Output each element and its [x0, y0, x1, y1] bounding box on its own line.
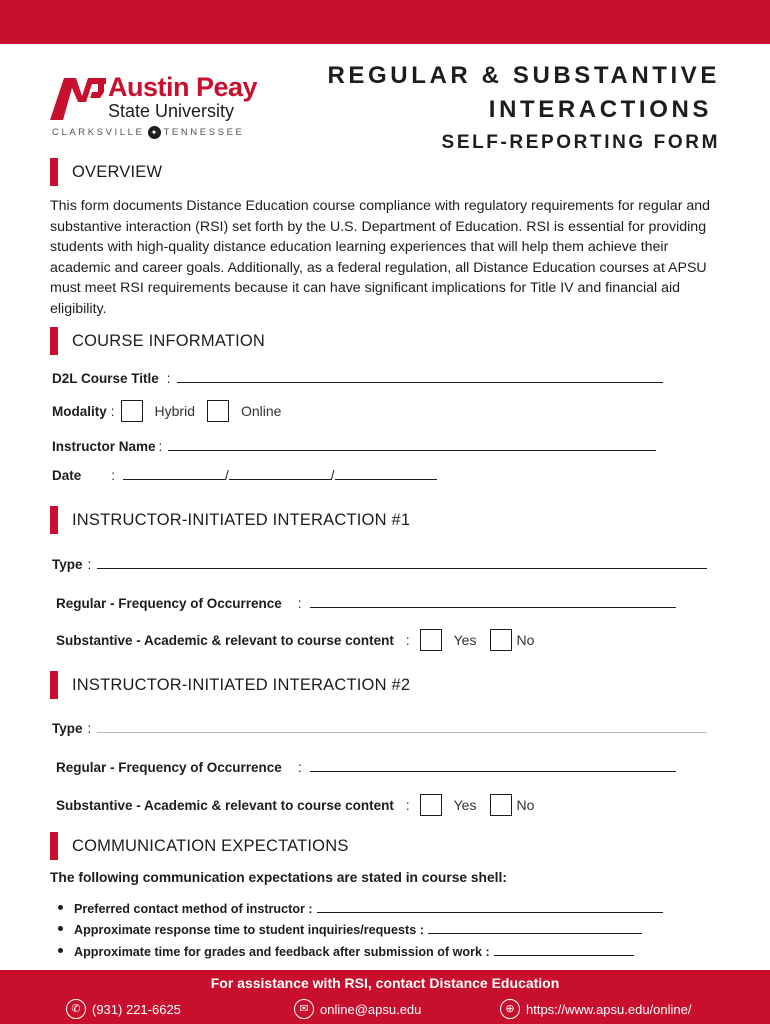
online-checkbox[interactable]: [207, 400, 229, 422]
no-checkbox[interactable]: [490, 794, 512, 816]
course-title-input-line[interactable]: [177, 382, 663, 383]
section-accent-bar: [50, 671, 58, 699]
section-interaction-1: [50, 506, 410, 534]
type-label: Type: [52, 721, 83, 736]
bullet-icon: [58, 926, 63, 931]
section-heading: INSTRUCTOR-INITIATED INTERACTION #1: [72, 510, 411, 529]
hybrid-label: Hybrid: [154, 403, 195, 419]
instructor-name-field[interactable]: Instructor Name :: [52, 439, 656, 454]
email-address[interactable]: online@apsu.edu: [320, 1001, 422, 1017]
regular-label: Regular - Frequency of Occurrence: [56, 760, 282, 775]
modality-field: Modality : Hybrid Online: [52, 400, 293, 422]
form-title-line1: REGULAR & SUBSTANTIVE: [327, 62, 720, 89]
interaction1-type-input-line[interactable]: [97, 568, 707, 569]
form-title-line2: INTERACTIONS: [488, 96, 712, 123]
yes-checkbox[interactable]: [420, 629, 442, 651]
logo-location-city: CLARKSVILLE: [52, 126, 145, 138]
interaction1-regular-field[interactable]: Regular - Frequency of Occurrence :: [56, 596, 676, 611]
footer-website[interactable]: [500, 999, 692, 1019]
interaction2-type-field[interactable]: Type :: [52, 721, 707, 736]
substantive-label: Substantive - Academic & relevant to course content: [56, 797, 394, 813]
yes-label: Yes: [453, 632, 477, 648]
top-banner: [0, 0, 770, 44]
footer: [0, 970, 770, 1024]
bullet-icon: [58, 948, 63, 953]
footer-email[interactable]: [294, 999, 421, 1019]
logo-location: [52, 126, 244, 139]
section-communication: [50, 832, 349, 860]
apsu-logo: [50, 72, 265, 142]
modality-label: Modality: [52, 403, 107, 419]
regular-label: Regular - Frequency of Occurrence: [56, 596, 282, 611]
instructor-name-input-line[interactable]: [168, 450, 656, 451]
course-title-field[interactable]: D2L Course Title :: [52, 371, 663, 386]
substantive-option-no[interactable]: [490, 794, 534, 816]
interaction1-substantive-field: Substantive - Academic & relevant to course content : Yes No: [56, 629, 546, 651]
globe-icon: ⊕: [500, 999, 520, 1019]
section-heading: COMMUNICATION EXPECTATIONS: [72, 836, 349, 855]
substantive-option-no[interactable]: [490, 629, 534, 651]
logo-name: Austin Peay: [108, 72, 258, 102]
communication-intro: The following communication expectations are stated in course shell:: [50, 870, 507, 885]
tennessee-state-icon: ✦: [148, 126, 161, 139]
hybrid-checkbox[interactable]: [121, 400, 143, 422]
interaction2-type-input-line[interactable]: [97, 732, 707, 733]
section-accent-bar: [50, 506, 58, 534]
list-item[interactable]: [58, 894, 663, 916]
list-item[interactable]: [58, 916, 663, 938]
feedback-time-input-line[interactable]: [494, 955, 634, 956]
date-day-input[interactable]: [229, 479, 331, 480]
form-subtitle: SELF-REPORTING FORM: [441, 132, 720, 153]
type-label: Type: [52, 557, 83, 572]
date-label: Date: [52, 468, 82, 483]
list-item[interactable]: [58, 937, 663, 959]
course-title-label: D2L Course Title: [52, 371, 159, 386]
substantive-option-yes[interactable]: [420, 794, 477, 816]
substantive-label: Substantive - Academic & relevant to course content: [56, 632, 394, 648]
interaction1-regular-input-line[interactable]: [310, 607, 676, 608]
interaction1-type-field[interactable]: Type :: [52, 557, 707, 572]
logo-subtitle: State University: [108, 101, 235, 121]
no-label: No: [516, 797, 535, 813]
phone-number[interactable]: (931) 221-6625: [92, 1001, 181, 1017]
date-separator: /: [330, 468, 335, 483]
interaction2-substantive-field: Substantive - Academic & relevant to course content : Yes No: [56, 794, 546, 816]
modality-option-online[interactable]: [207, 400, 281, 422]
section-accent-bar: [50, 832, 58, 860]
date-separator: /: [225, 468, 229, 483]
footer-phone[interactable]: [66, 999, 181, 1019]
section-accent-bar: [50, 158, 58, 186]
website-link[interactable]: https://www.apsu.edu/online/: [526, 1001, 692, 1017]
list-item-label: Preferred contact method of instructor :: [74, 901, 313, 916]
no-checkbox[interactable]: [490, 629, 512, 651]
date-month-input[interactable]: [123, 479, 225, 480]
section-overview: [50, 158, 162, 186]
instructor-name-label: Instructor Name: [52, 439, 156, 454]
yes-checkbox[interactable]: [420, 794, 442, 816]
section-heading: INSTRUCTOR-INITIATED INTERACTION #2: [72, 675, 411, 694]
interaction2-regular-input-line[interactable]: [310, 771, 676, 772]
list-item-label: Approximate response time to student inquiries/requests :: [74, 923, 424, 937]
substantive-option-yes[interactable]: [420, 629, 477, 651]
ap-monogram-icon: [50, 74, 106, 122]
contact-method-input-line[interactable]: [317, 912, 663, 913]
section-heading: COURSE INFORMATION: [72, 331, 266, 350]
yes-label: Yes: [453, 797, 477, 813]
email-icon: ✉: [294, 999, 314, 1019]
communication-list: [58, 894, 663, 959]
response-time-input-line[interactable]: [428, 933, 642, 934]
list-item-label: Approximate time for grades and feedback after submission of work :: [74, 944, 490, 959]
phone-icon: ✆: [66, 999, 86, 1019]
online-label: Online: [241, 403, 282, 419]
section-interaction-2: [50, 671, 410, 699]
section-course-information: [50, 327, 265, 355]
section-accent-bar: [50, 327, 58, 355]
logo-location-state: TENNESSEE: [163, 126, 245, 138]
modality-option-hybrid[interactable]: [121, 400, 195, 422]
footer-title: For assistance with RSI, contact Distance Education: [210, 975, 560, 991]
date-field[interactable]: Date : / /: [52, 468, 437, 483]
date-year-input[interactable]: [335, 479, 437, 480]
section-heading: OVERVIEW: [72, 162, 163, 181]
interaction2-regular-field[interactable]: Regular - Frequency of Occurrence :: [56, 760, 676, 775]
bullet-icon: [58, 905, 63, 910]
overview-text: This form documents Distance Education course compliance with regulatory requirements for regular and substantive interaction (RSI) set forth by the U.S. Department of Education. RSI is essential for providing students with high-quality distance education learning experiences that will help them achieve their academic and career goals. Additionally, as a federal regulation, all Distance Education courses at APSU must meet RSI requirements because it can have significant implications for Title IV and financial aid eligibility.: [50, 198, 711, 317]
no-label: No: [516, 632, 535, 648]
